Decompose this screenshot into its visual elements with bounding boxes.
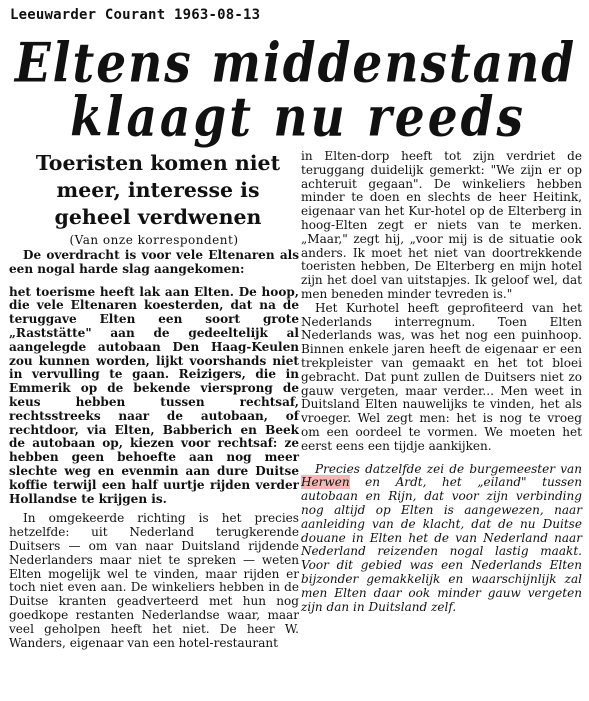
subheadline-line-3: geheel verdwenen [54,205,262,229]
subheadline-line-1: Toeristen komen niet [35,151,281,175]
paragraph-text-start: Precies datzelfde zei de burgemeester van [315,461,582,476]
body-paragraph-right-1: in Elten-dorp heeft tot zijn verdriet de teruggang duidelijk gemerkt: "We zijn er op achteruit gegaan". De winkeliers hebben minder te doen en slechts de heer Heitink, eigenaar van het Kur-hotel op de Elterberg in hoog-Elten zegt er niets van te merken. „Maar," zegt hij, „voor mij is de situatie ook anders. Ik moet het niet van doortrekkende toeristen hebben, De Elterberg en mijn hotel zijn het doel van uitstapjes. Ik geloof wel, dat men beneden minder tevreden is." [301,149,582,301]
body-paragraph-right-2: Het Kurhotel heeft geprofiteerd van het Nederlands interregnum. Toen Elten Nederlands was, was het nog een puinhoop. Binnen enkele jaren heeft de eigenaar er een trekpleister van gemaakt en het tot bloei gebracht. Dat punt zullen de Duitsers niet zo gauw vergeten, maar verder... Men weet in Duitsland Elten nauwelijks te vinden, het als vroeger. Wel zegt men: het is nog te vroeg om een oordeel te vormen. We moeten het eerst eens een tijdje aankijken. [301,300,582,453]
headline-line-2: klaagt nu reeds [70,85,526,150]
subheadline [17,150,299,231]
subheadline-line-2: meer, interesse is [56,178,260,202]
byline: (Van onze korrespondent) [69,233,239,247]
highlighted-term: Herwen [301,475,350,490]
headline-line-1: Eltens middenstand [14,31,577,96]
body-paragraph-right-3 [301,463,582,615]
article-column-left [9,150,299,650]
paragraph-text-end: en Ardt, het „eiland" tussen autobaan en Rijn, dat voor zijn verbinding nog altijd op Elten is aangewezen, naar aanleiding van de klacht, dat de nu Duitse douane in Elten het de van Nederland naar Nederland reizenden nogal lastig maakt. Voor dit gebied was een Nederlands Elten bijzonder gemakkelijk en waarschijnlijk zal men Elten daar ook minder gauw vergeten zijn dan in Duitsland zelf. [301,475,582,614]
dateline: Leeuwarder Courant 1963-08-13 [10,7,261,23]
body-paragraph-bold: het toerisme heeft lak aan Elten. De hoop, die vele Eltenaren koesterden, dat na de teruggave Elten een soort grote „Raststätte" aan de gedeeltelijk al aangelegde autobaan Den Haag-Keulen zou kunnen worden, lijkt voorshands niet in vervulling te gaan. Reizigers, die in Emmerik op de bekende viersprong de keus hebben tussen rechtsaf, rechtsstreeks naar de autobaan, of rechtdoor, via Elten, Babberich en Beek de autobaan op, kiezen voor rechtsaf: ze hebben geen behoefte aan nog meer slechte weg en evenmin aan dure Duitse koffie terwijl een half uurtje rijden verder Hollandse te krijgen is. [9,284,299,506]
body-paragraph-left-2: In omgekeerde richting is het precies hetzelfde: uit Nederland terugkerende Duitsers — om van naar Duitsland rijdende Nederlanders maar niet te spreken — weten Elten mogelijk wel te vinden, maar rijden er toch niet even aan. De winkeliers hebben in de Duitse kranten geadverteerd met hun nog goedkope restanten Nederlandse waar, maar veel geholpen heeft het niet. De heer W. Wanders, eigenaar van een hotel-restaurant [9,511,299,650]
lead-paragraph: De overdracht is voor vele Eltenaren als een nogal harde slag aangekomen: [9,248,299,276]
article-column-right [301,150,582,614]
